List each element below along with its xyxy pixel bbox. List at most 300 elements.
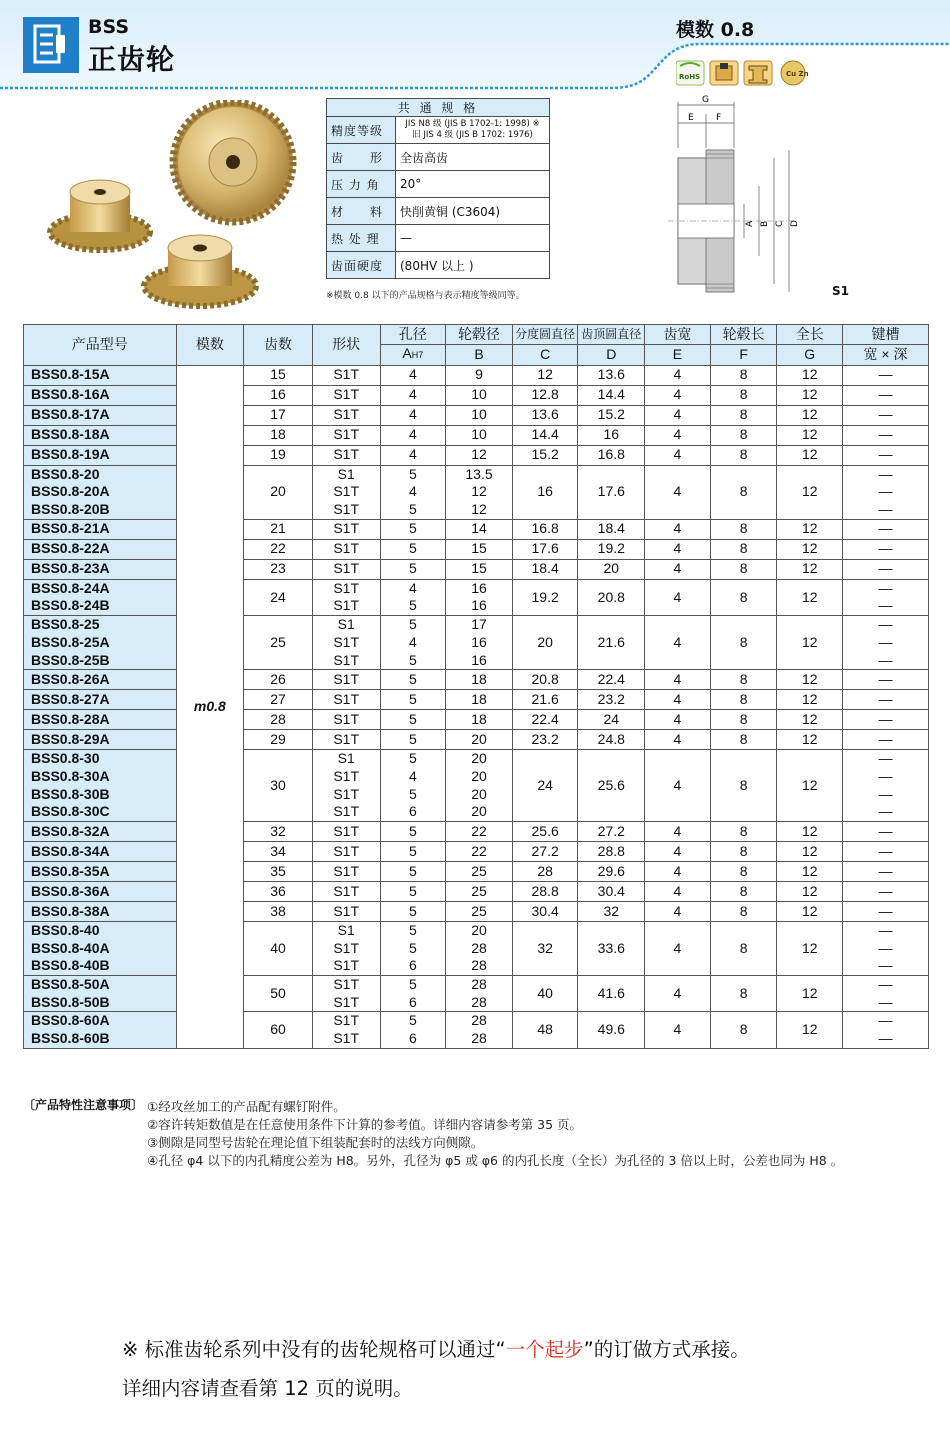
hub-dia-cell-line: 9: [475, 366, 483, 383]
outer-dia-cell: 17.6: [578, 465, 645, 519]
svg-text:RoHS: RoHS: [679, 73, 701, 81]
teeth-cell: 34: [244, 841, 313, 861]
keyway-cell-line: —: [878, 730, 893, 747]
face-width-cell: 4: [645, 365, 711, 385]
hub-dia-cell: [446, 690, 513, 710]
footer-text: ※ 标准齿轮系列中没有的齿轮规格可以通过“: [122, 1338, 506, 1361]
model-cell-line: BSS0.8-60B: [31, 1030, 110, 1047]
hub-length-cell: 8: [710, 425, 777, 445]
hub-dia-cell-line: 28: [471, 957, 487, 974]
note-item: ②容许转矩数值是在任意使用条件下计算的参考值。详细内容请参考第 35 页。: [147, 1117, 583, 1132]
bore-cell-line: 4: [408, 483, 417, 500]
dim-label: B: [760, 220, 770, 227]
pitch-dia-cell: 21.6: [512, 690, 578, 710]
pitch-dia-cell: 16.8: [512, 519, 578, 539]
face-width-cell: 4: [645, 579, 711, 615]
hub-dia-cell: [446, 405, 513, 425]
shape-cell-line: S1T: [333, 540, 360, 557]
outer-dia-cell: 32: [578, 901, 645, 921]
keyway-cell-line: —: [878, 406, 893, 423]
total-length-cell: 12: [777, 976, 843, 1012]
bore-cell: [380, 579, 446, 615]
total-length-cell: 12: [777, 519, 843, 539]
spec-label: 材 料: [327, 198, 396, 225]
shape-cell-line: S1T: [333, 862, 360, 879]
teeth-cell: 27: [244, 690, 313, 710]
bore-cell: [380, 445, 446, 465]
shape-cell: [312, 710, 380, 730]
profile-icon: [744, 61, 772, 85]
hub-dia-cell-line: 20: [471, 730, 487, 747]
outer-dia-cell: 19.2: [578, 539, 645, 559]
bore-cell: [380, 670, 446, 690]
bore-cell: [380, 710, 446, 730]
shape-cell: [312, 821, 380, 841]
model-cell-line: BSS0.8-25B: [31, 651, 110, 668]
hub-dia-cell-line: 28: [471, 993, 487, 1010]
hub-dia-cell: [446, 976, 513, 1012]
shape-cell-line: S1T: [333, 670, 360, 687]
col-subheader-outer-dia: D: [578, 345, 645, 366]
bore-cell: [380, 921, 446, 975]
total-length-cell: 12: [777, 445, 843, 465]
col-header-bore: 孔径: [380, 325, 446, 345]
highlight-text: 一个起步: [505, 1338, 584, 1361]
shape-cell: [312, 365, 380, 385]
hub-dia-cell-line: 16: [471, 579, 487, 596]
shape-cell-line: S1T: [333, 520, 360, 537]
shape-cell-line: S1T: [333, 957, 360, 974]
bore-cell: [380, 405, 446, 425]
spec-label: 压 力 角: [327, 171, 396, 198]
shape-cell-line: S1T: [333, 1012, 360, 1029]
hub-dia-cell-line: 16: [471, 651, 487, 668]
shape-cell-line: S1T: [333, 993, 360, 1010]
col-subheader-bore: [380, 345, 446, 366]
bore-cell-line: 5: [408, 501, 417, 518]
shape-cell: [312, 976, 380, 1012]
bore-cell: [380, 841, 446, 861]
dim-label: E: [688, 113, 694, 123]
col-header-model: 产品型号: [24, 325, 177, 366]
outer-dia-cell: 25.6: [578, 750, 645, 822]
outer-dia-cell: 22.4: [578, 670, 645, 690]
dim-label: C: [775, 220, 785, 227]
keyway-cell: [843, 559, 929, 579]
note-item: ①经攻丝加工的产品配有螺钉附件。: [147, 1099, 346, 1114]
bore-cell-line: 4: [408, 426, 417, 443]
table-row: [24, 559, 929, 579]
shape-cell-line: S1T: [333, 386, 360, 403]
outer-dia-cell: 30.4: [578, 881, 645, 901]
col-header-module: 模数: [176, 325, 244, 366]
bore-cell-line: 5: [408, 822, 417, 839]
hub-dia-cell-line: 18: [471, 670, 487, 687]
model-cell-line: BSS0.8-30A: [31, 767, 110, 784]
total-length-cell: 12: [777, 539, 843, 559]
teeth-cell: 29: [244, 730, 313, 750]
total-length-cell: 12: [777, 1012, 843, 1048]
model-cell: [24, 365, 177, 385]
hub-dia-cell: [446, 385, 513, 405]
spec-value: —: [396, 225, 550, 252]
face-width-cell: 4: [645, 841, 711, 861]
total-length-cell: 12: [777, 710, 843, 730]
table-row: [24, 465, 929, 519]
keyway-cell: [843, 445, 929, 465]
shape-cell-line: S1T: [333, 767, 360, 784]
bore-cell: [380, 385, 446, 405]
model-cell: [24, 821, 177, 841]
model-cell-line: BSS0.8-20B: [31, 501, 110, 518]
hub-dia-cell: [446, 901, 513, 921]
keyway-cell-line: —: [878, 785, 893, 802]
keyway-cell-line: —: [878, 1012, 893, 1029]
pitch-dia-cell: 48: [512, 1012, 578, 1048]
keyway-cell: [843, 519, 929, 539]
hub-dia-cell: [446, 670, 513, 690]
hub-length-cell: 8: [710, 750, 777, 822]
keyway-cell-line: —: [878, 993, 893, 1010]
keyway-cell-line: —: [878, 465, 893, 482]
col-header-outer-dia: 齿顶圆直径: [578, 325, 645, 345]
bore-cell-line: 5: [408, 520, 417, 537]
keyway-cell: [843, 861, 929, 881]
col-subheader-face-width: E: [645, 345, 711, 366]
keyway-cell: [843, 405, 929, 425]
gear-cross-section-drawing: [664, 92, 834, 300]
pitch-dia-cell: 12.8: [512, 385, 578, 405]
shape-cell-line: S1: [337, 616, 355, 633]
model-cell-line: BSS0.8-17A: [31, 406, 110, 423]
hub-dia-cell-line: 18: [471, 710, 487, 727]
bore-cell: [380, 690, 446, 710]
outer-dia-cell: 21.6: [578, 616, 645, 670]
col-subheader-keyway: 宽 × 深: [843, 345, 929, 366]
face-width-cell: 4: [645, 616, 711, 670]
shape-cell: [312, 559, 380, 579]
keyway-cell-line: —: [878, 651, 893, 668]
bore-cell-line: 5: [408, 750, 417, 767]
keyway-cell: [843, 841, 929, 861]
spec-label: 齿面硬度: [327, 252, 396, 279]
teeth-cell: 32: [244, 821, 313, 841]
total-length-cell: 12: [777, 425, 843, 445]
pitch-dia-cell: 19.2: [512, 579, 578, 615]
spec-label: 齿 形: [327, 144, 396, 171]
hub-dia-cell: [446, 425, 513, 445]
model-cell: [24, 841, 177, 861]
bore-cell: [380, 425, 446, 445]
hub-length-cell: 8: [710, 976, 777, 1012]
teeth-cell: 30: [244, 750, 313, 822]
pitch-dia-cell: 32: [512, 921, 578, 975]
total-length-cell: 12: [777, 921, 843, 975]
shape-cell-line: S1: [337, 921, 355, 938]
model-cell-line: BSS0.8-29A: [31, 730, 110, 747]
dim-label: G: [702, 95, 709, 105]
pitch-dia-cell: 30.4: [512, 901, 578, 921]
pitch-dia-cell: 28.8: [512, 881, 578, 901]
notes-title: 〔产品特性注意事项〕: [23, 1098, 144, 1112]
outer-dia-cell: 16.8: [578, 445, 645, 465]
outer-dia-cell: 49.6: [578, 1012, 645, 1048]
face-width-cell: 4: [645, 821, 711, 841]
bore-cell: [380, 901, 446, 921]
col-header-total-length: 全长: [777, 325, 843, 345]
table-row: [24, 670, 929, 690]
model-cell-line: BSS0.8-24A: [31, 579, 110, 596]
pitch-dia-cell: 22.4: [512, 710, 578, 730]
shape-cell-line: S1T: [333, 730, 360, 747]
model-cell-line: BSS0.8-40A: [31, 939, 110, 956]
model-cell-line: BSS0.8-24B: [31, 597, 110, 614]
keyway-cell-line: —: [878, 426, 893, 443]
keyway-cell-line: —: [878, 710, 893, 727]
table-row: [24, 730, 929, 750]
hub-dia-cell-line: 18: [471, 690, 487, 707]
keyway-cell: [843, 1012, 929, 1048]
hub-length-cell: 8: [710, 539, 777, 559]
hub-dia-cell-line: 20: [471, 750, 487, 767]
keyway-cell: [843, 425, 929, 445]
keyway-cell: [843, 710, 929, 730]
col-subheader-hub-dia: B: [446, 345, 513, 366]
spec-value: JIS N8 级 (JIS B 1702-1: 1998) ※ 旧 JIS 4 级 (JIS B 1702: 1976): [396, 117, 550, 144]
spec-table-title: 共 通 规 格: [327, 99, 550, 117]
shape-label: S1: [832, 284, 849, 298]
table-row: [24, 710, 929, 730]
outer-dia-cell: 33.6: [578, 921, 645, 975]
product-photo: [28, 100, 318, 315]
shape-cell: [312, 881, 380, 901]
keyway-cell: [843, 616, 929, 670]
model-cell: [24, 670, 177, 690]
model-cell: [24, 901, 177, 921]
col-header-keyway: 键槽: [843, 325, 929, 345]
model-cell: [24, 1012, 177, 1048]
model-cell-line: BSS0.8-40: [31, 921, 100, 938]
col-subheader-pitch-dia: C: [512, 345, 578, 366]
keyway-cell-line: —: [878, 386, 893, 403]
certification-icons: [676, 58, 816, 88]
keyway-cell-line: —: [878, 540, 893, 557]
model-cell: [24, 445, 177, 465]
shape-cell-line: S1T: [333, 560, 360, 577]
keyway-cell-line: —: [878, 446, 893, 463]
total-length-cell: 12: [777, 365, 843, 385]
total-length-cell: 12: [777, 861, 843, 881]
bore-cell-line: 5: [408, 939, 417, 956]
shape-cell-line: S1T: [333, 785, 360, 802]
face-width-cell: 4: [645, 710, 711, 730]
shape-cell: [312, 579, 380, 615]
bore-cell-line: 5: [408, 976, 417, 993]
model-cell: [24, 881, 177, 901]
hub-dia-cell: [446, 519, 513, 539]
teeth-cell: 36: [244, 881, 313, 901]
model-cell-line: BSS0.8-40B: [31, 957, 110, 974]
keyway-cell: [843, 539, 929, 559]
hub-dia-cell: [446, 921, 513, 975]
model-cell-line: BSS0.8-26A: [31, 670, 110, 687]
bore-cell-line: 4: [408, 366, 417, 383]
keyway-cell-line: —: [878, 579, 893, 596]
shape-cell-line: S1T: [333, 882, 360, 899]
keyway-cell-line: —: [878, 366, 893, 383]
hub-length-cell: 8: [710, 901, 777, 921]
pitch-dia-cell: 18.4: [512, 559, 578, 579]
face-width-cell: 4: [645, 385, 711, 405]
hub-length-cell: 8: [710, 445, 777, 465]
footer-text: ”的订做方式承接。: [583, 1338, 750, 1361]
set-screw-icon: [710, 61, 738, 85]
shape-cell-line: S1T: [333, 483, 360, 500]
custom-order-note: [122, 1334, 750, 1362]
hub-length-cell: 8: [710, 881, 777, 901]
keyway-cell-line: —: [878, 597, 893, 614]
shape-cell-line: S1: [337, 465, 355, 482]
hub-length-cell: 8: [710, 690, 777, 710]
model-cell-line: BSS0.8-50B: [31, 993, 110, 1010]
teeth-cell: 17: [244, 405, 313, 425]
hub-dia-cell-line: 20: [471, 767, 487, 784]
hub-length-cell: 8: [710, 841, 777, 861]
shape-cell: [312, 519, 380, 539]
product-spec-table: [23, 324, 929, 1049]
keyway-cell-line: —: [878, 902, 893, 919]
shape-cell: [312, 1012, 380, 1048]
hub-dia-cell: [446, 881, 513, 901]
hub-dia-cell: [446, 750, 513, 822]
bore-cell: [380, 1012, 446, 1048]
hub-dia-cell-line: 20: [471, 921, 487, 938]
pitch-dia-cell: 40: [512, 976, 578, 1012]
keyway-cell: [843, 881, 929, 901]
bore-cell-line: 4: [408, 633, 417, 650]
hub-dia-cell-line: 28: [471, 976, 487, 993]
bore-cell: [380, 881, 446, 901]
hub-dia-cell-line: 22: [471, 822, 487, 839]
col-subheader-hub-length: F: [710, 345, 777, 366]
shape-cell: [312, 385, 380, 405]
teeth-cell: 20: [244, 465, 313, 519]
keyway-cell-line: —: [878, 976, 893, 993]
total-length-cell: 12: [777, 579, 843, 615]
shape-cell-line: S1T: [333, 902, 360, 919]
model-cell-line: BSS0.8-20: [31, 465, 100, 482]
bore-cell: [380, 465, 446, 519]
keyway-cell: [843, 821, 929, 841]
hub-dia-cell: [446, 1012, 513, 1048]
hub-length-cell: 8: [710, 1012, 777, 1048]
model-cell: [24, 861, 177, 881]
keyway-cell-line: —: [878, 750, 893, 767]
shape-cell-line: S1T: [333, 710, 360, 727]
model-cell-line: BSS0.8-25A: [31, 633, 110, 650]
hub-dia-cell-line: 25: [471, 902, 487, 919]
hub-length-cell: 8: [710, 559, 777, 579]
hub-dia-cell: [446, 559, 513, 579]
bore-cell-line: 6: [408, 957, 417, 974]
keyway-cell: [843, 921, 929, 975]
model-cell-line: BSS0.8-60A: [31, 1012, 110, 1029]
hub-dia-cell: [446, 841, 513, 861]
bore-cell-line: 5: [408, 670, 417, 687]
shape-cell: [312, 841, 380, 861]
keyway-cell: [843, 901, 929, 921]
bore-cell-line: 4: [408, 446, 417, 463]
pitch-dia-cell: 17.6: [512, 539, 578, 559]
table-row: [24, 881, 929, 901]
keyway-cell-line: —: [878, 633, 893, 650]
face-width-cell: 4: [645, 445, 711, 465]
hub-dia-cell: [446, 861, 513, 881]
keyway-cell-line: —: [878, 803, 893, 820]
shape-cell: [312, 405, 380, 425]
col-header-teeth: 齿数: [244, 325, 313, 366]
bore-cell-line: 5: [408, 465, 417, 482]
hub-length-cell: 8: [710, 730, 777, 750]
bore-cell-line: 5: [408, 616, 417, 633]
keyway-cell-line: —: [878, 690, 893, 707]
reference-note: 详细内容请查看第 12 页的说明。: [122, 1377, 413, 1400]
hub-dia-cell-line: 14: [471, 520, 487, 537]
total-length-cell: 12: [777, 405, 843, 425]
model-cell-line: BSS0.8-35A: [31, 862, 110, 879]
table-row: [24, 901, 929, 921]
module-cell: m0.8: [176, 365, 244, 1048]
bore-cell-line: 5: [408, 651, 417, 668]
keyway-cell-line: —: [878, 882, 893, 899]
face-width-cell: 4: [645, 425, 711, 445]
total-length-cell: 12: [777, 750, 843, 822]
model-cell: [24, 710, 177, 730]
bore-cell-line: 5: [408, 540, 417, 557]
total-length-cell: 12: [777, 385, 843, 405]
table-row: [24, 861, 929, 881]
keyway-cell-line: —: [878, 560, 893, 577]
keyway-cell-line: —: [878, 767, 893, 784]
common-spec-table: [326, 98, 550, 279]
table-row: [24, 1012, 929, 1048]
shape-cell-line: S1T: [333, 406, 360, 423]
total-length-cell: 12: [777, 559, 843, 579]
hub-dia-cell-line: 12: [471, 483, 487, 500]
table-row: [24, 841, 929, 861]
bore-symbol: A: [402, 345, 412, 361]
face-width-cell: 4: [645, 730, 711, 750]
dim-label: A: [745, 220, 755, 227]
model-cell: [24, 750, 177, 822]
bore-cell-line: 5: [408, 560, 417, 577]
module-label: 模数 0.8: [676, 19, 755, 41]
pitch-dia-cell: 12: [512, 365, 578, 385]
col-header-hub-dia: 轮毂径: [446, 325, 513, 345]
table-row: [24, 821, 929, 841]
note-item: ④孔径 φ4 以下的内孔精度公差为 H8。另外，孔径为 φ5 或 φ6 的内孔长度（全长）为孔径的 3 倍以上时，公差也同为 H8 。: [147, 1153, 844, 1168]
total-length-cell: 12: [777, 901, 843, 921]
bore-cell: [380, 519, 446, 539]
pitch-dia-cell: 27.2: [512, 841, 578, 861]
bore-cell: [380, 559, 446, 579]
outer-dia-cell: 28.8: [578, 841, 645, 861]
outer-dia-cell: 15.2: [578, 405, 645, 425]
teeth-cell: 35: [244, 861, 313, 881]
teeth-cell: 60: [244, 1012, 313, 1048]
face-width-cell: 4: [645, 901, 711, 921]
face-width-cell: 4: [645, 690, 711, 710]
